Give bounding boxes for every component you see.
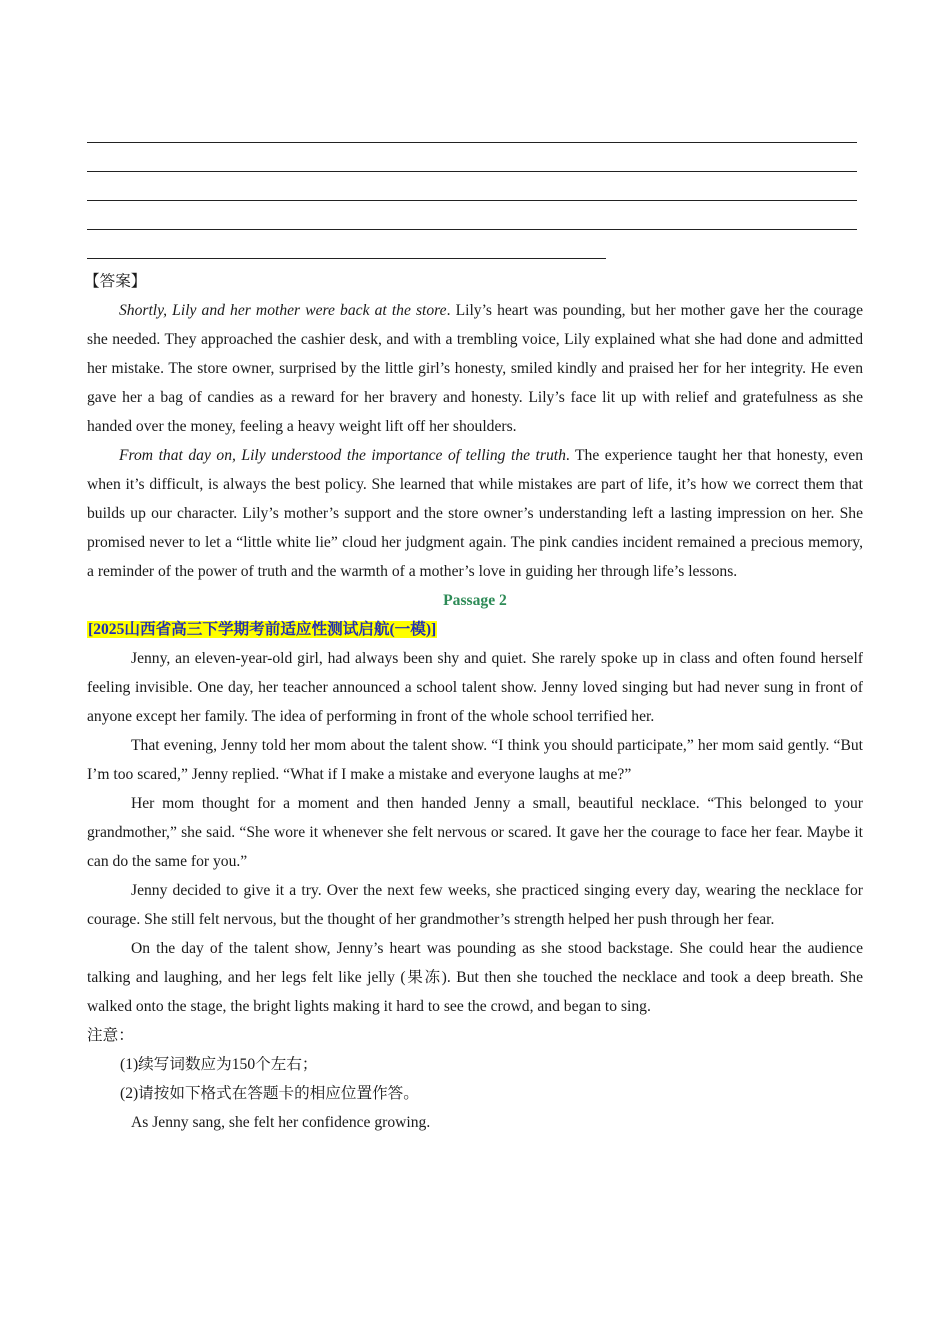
answer-paragraph-text: . Lily’s heart was pounding, but her mother gave her the courage she needed. They approached the cashier desk, and with a trembling voice, Lily explained what she had done and admitted her mistake. The store owner, surprised by the little girl’s honesty, smiled kindly and praised her for her integrity. He even gave her a bag of candies as a reward for her bravery and honesty. Lily’s face lit up with relief and gratefulness as she handed over the money, feeling a heavy weight lift off her shoulders. xyxy=(87,302,863,435)
source-tag: [2025山西省高三下学期考前适应性测试启航(一模)] xyxy=(88,621,437,638)
story-paragraph: That evening, Jenny told her mom about the talent show. “I think you should participate,” her mom said gently. “But I’m too scared,” Jenny replied. “What if I make a mistake and everyone laughs at me?” xyxy=(87,737,863,783)
continuation-start: As Jenny sang, she felt her confidence growing. xyxy=(131,1114,431,1131)
passage-title: Passage 2 xyxy=(443,592,507,609)
source-line xyxy=(87,615,863,644)
answer-label: 【答案】 xyxy=(84,273,147,290)
writing-line xyxy=(87,142,857,143)
writing-line xyxy=(87,229,857,230)
notes-label: 注意： xyxy=(87,1027,134,1044)
writing-line xyxy=(87,200,857,201)
story-paragraph: Her mom thought for a moment and then handed Jenny a small, beautiful necklace. “This belonged to your grandmother,” she said. “She wore it whenever she felt nervous or scared. It gave her the courage to face her fear. Maybe it can do the same for you.” xyxy=(87,795,863,870)
story-paragraph: Jenny decided to give it a try. Over the next few weeks, she practiced singing every day, wearing the necklace for courage. She still felt nervous, but the thought of her grandmother’s strength helped her push through her fear. xyxy=(87,882,863,928)
document-body xyxy=(84,267,863,1137)
document-page xyxy=(84,0,863,1344)
answer-paragraph xyxy=(87,296,863,441)
writing-line xyxy=(87,258,606,259)
story-paragraph: Jenny, an eleven-year-old girl, had always been shy and quiet. She rarely spoke up in class and often found herself feeling invisible. One day, her teacher announced a school talent show. Jenny loved singing but had never sung in front of anyone except her family. The idea of performing in front of the whole school terrified her. xyxy=(87,650,863,725)
answer-paragraph-text: . The experience taught her that honesty, even when it’s difficult, is always the best policy. She learned that while mistakes are part of life, it’s how we correct them that builds up our character. Lily’s mother’s support and the store owner’s understanding left a lasting impression on her. She promised never to let a “little white lie” cloud her judgment again. The pink candies incident remained a precious memory, a reminder of the power of truth and the warmth of a mother’s love in guiding her through life’s lessons. xyxy=(87,447,863,580)
story-paragraph: On the day of the talent show, Jenny’s heart was pounding as she stood backstage. She could hear the audience talking and laughing, and her legs felt like jelly (果冻). But then she touched the necklace and took a deep breath. She walked onto the stage, the bright lights making it hard to see the crowd, and began to sing. xyxy=(87,940,863,1015)
answer-paragraph xyxy=(87,441,863,586)
answer-lead-sentence: From that day on, Lily understood the importance of telling the truth xyxy=(119,447,566,464)
answer-lead-sentence: Shortly, Lily and her mother were back at the store xyxy=(119,302,447,319)
note-item: (1)续写词数应为150个左右； xyxy=(120,1056,318,1073)
note-item: (2)请按如下格式在答题卡的相应位置作答。 xyxy=(120,1085,419,1102)
writing-line xyxy=(87,171,857,172)
